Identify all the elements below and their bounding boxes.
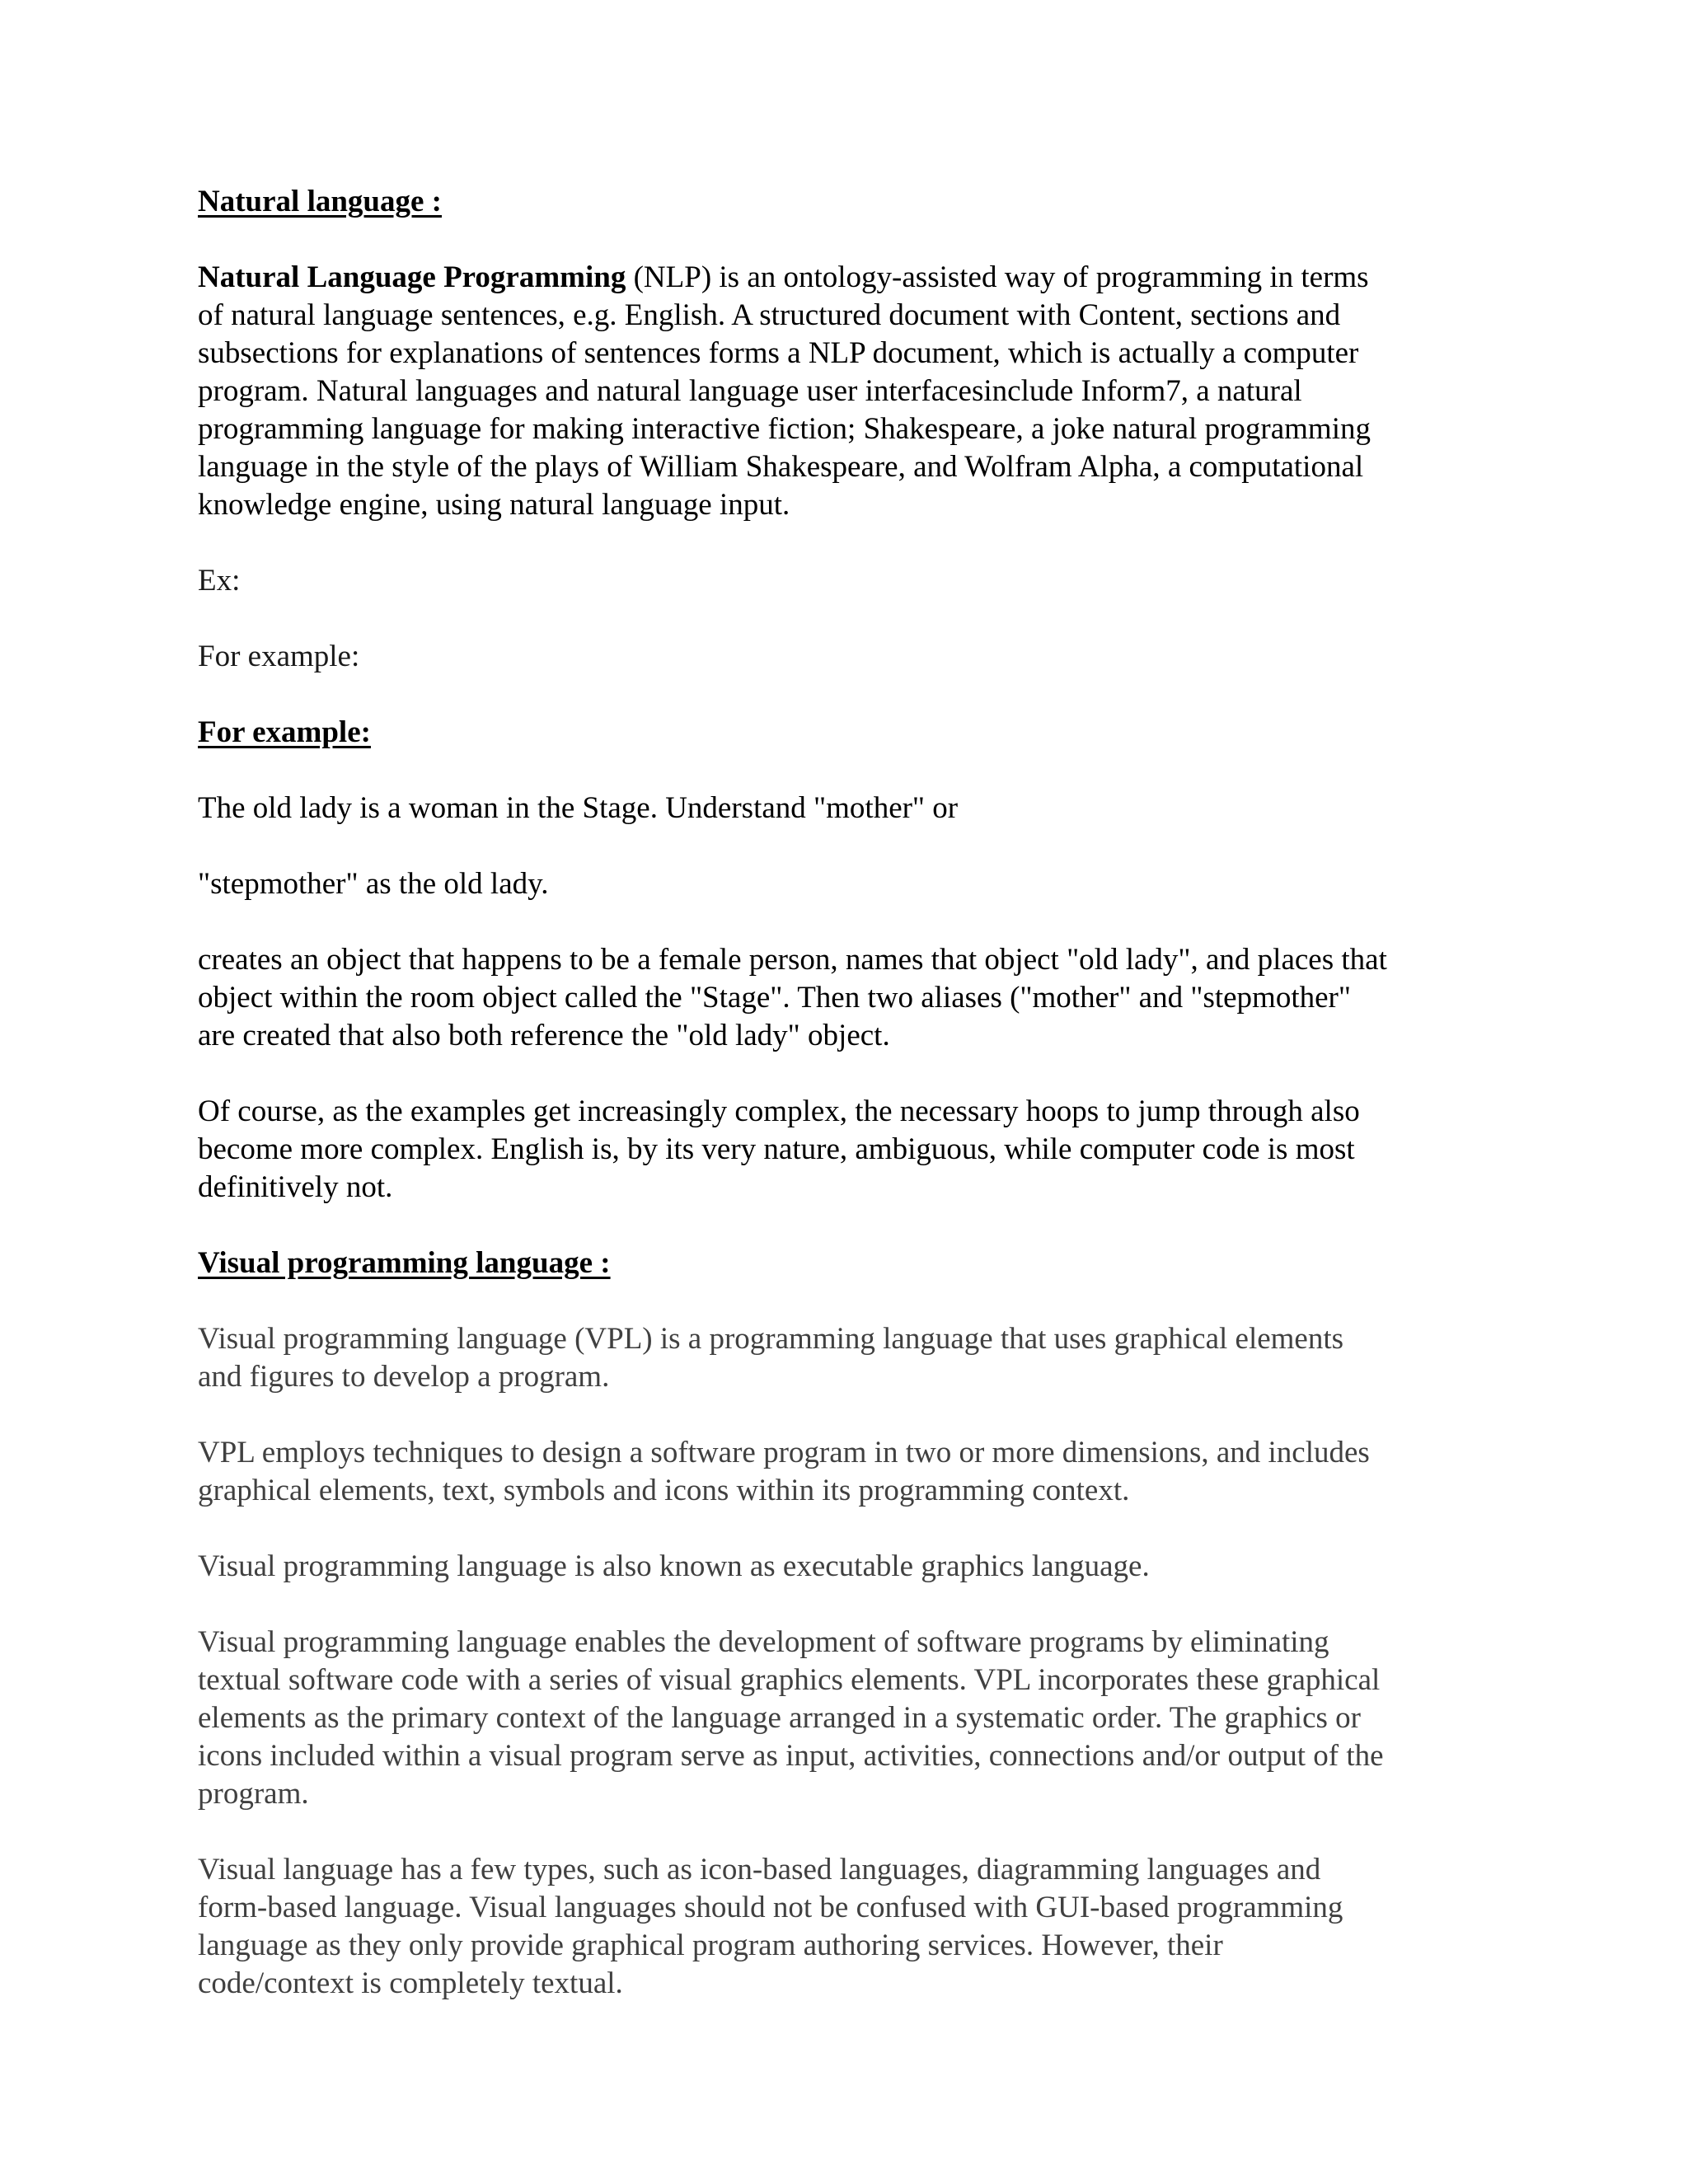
- example-line-2: "stepmother" as the old lady.: [198, 867, 549, 901]
- nlp-term: Natural Language Programming: [198, 260, 626, 294]
- paragraph-complexity: Of course, as the examples get increasingly complex, the necessary hoops to jump through also become more complex. English is, by its very nature, ambiguous, while computer code is most definitively not.: [198, 1094, 1360, 1204]
- paragraph-vpl-techniques: VPL employs techniques to design a software program in two or more dimensions, and includes graphical elements, text, symbols and icons within its programming context.: [198, 1436, 1370, 1507]
- paragraph-vpl-development: Visual programming language enables the development of software programs by eliminating textual software code with a series of visual graphics elements. VPL incorporates these graphical elements as the primary context of the language arranged in a systematic order. The graphics or icons included within a visual program serve as input, activities, connections and/or output of the program.: [198, 1625, 1384, 1811]
- paragraph-nlp-intro: Natural Language Programming (NLP) is an ontology-assisted way of programming in terms of natural language sentences, e.g. English. A structured document with Content, sections and subsections for explanations of sentences forms a NLP document, which is actually a computer program. Natural languages and natural language user interfacesinclude Inform7, a natural programming language for making interactive fiction; Shakespeare, a joke natural programming language in the style of the plays of William Shakespeare, and Wolfram Alpha, a computational knowledge engine, using natural language input.: [198, 260, 1371, 522]
- for-example-text: For example:: [198, 640, 360, 673]
- paragraph-vpl-types: Visual language has a few types, such as icon-based languages, diagramming languages and form-based language. Visual languages should not be confused with GUI-based programming language as they only provide graphical program authoring services. However, their code/context is completely textual.: [198, 1853, 1343, 2000]
- paragraph-vpl-aka: Visual programming language is also known as executable graphics language.: [198, 1549, 1150, 1583]
- paragraph-example-explanation: creates an object that happens to be a female person, names that object "old lady", and places that object within the room object called the "Stage". Then two aliases ("mother" and "stepmother" are created that also both reference the "old lady" object.: [198, 943, 1387, 1052]
- example-line-1: The old lady is a woman in the Stage. Understand "mother" or: [198, 791, 959, 825]
- document-page: [198, 183, 1517, 2003]
- heading-for-example: For example:: [198, 715, 371, 749]
- heading-natural-language: Natural language :: [198, 185, 442, 218]
- heading-visual-programming-language: Visual programming language :: [198, 1246, 611, 1280]
- ex-label: Ex:: [198, 564, 241, 598]
- paragraph-vpl-definition: Visual programming language (VPL) is a programming language that uses graphical elements and figures to develop a program.: [198, 1322, 1344, 1394]
